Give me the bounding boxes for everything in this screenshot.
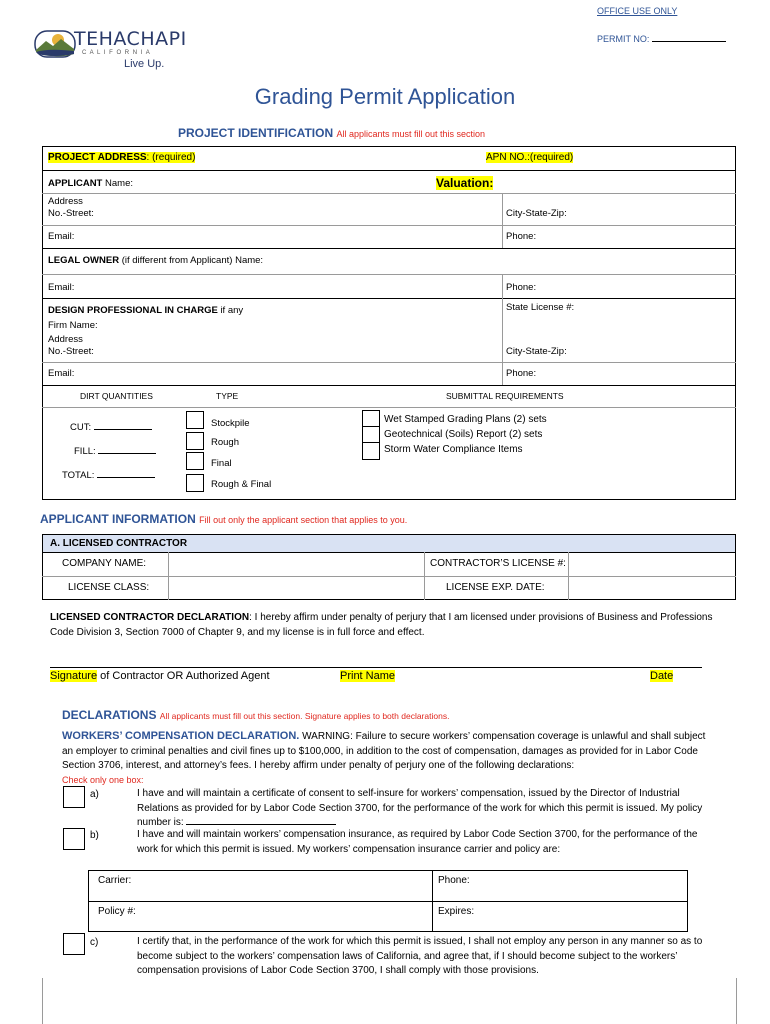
carrier-phone-field[interactable]: Phone: — [438, 875, 470, 886]
section-a-heading: A. LICENSED CONTRACTOR — [50, 538, 188, 549]
expires-field[interactable]: Expires: — [438, 906, 475, 917]
type-stockpile-label: Stockpile — [211, 418, 250, 429]
submittal-storm-label: Storm Water Compliance Items — [384, 444, 523, 455]
contractor-license-input[interactable] — [570, 553, 734, 575]
applicant-information-heading: APPLICANT INFORMATION Fill out only the applicant section that applies to you. — [40, 512, 408, 526]
design-email-field[interactable]: Email: — [48, 368, 75, 379]
applicant-address-label-1: Address — [48, 196, 83, 207]
option-a-checkbox[interactable] — [63, 786, 85, 808]
type-rough-checkbox[interactable] — [186, 432, 204, 450]
cut-field[interactable]: CUT: — [70, 422, 152, 433]
policy-field[interactable]: Policy #: — [98, 906, 136, 917]
option-b-text: I have and will maintain workers’ compensation insurance, as required by Labor Code Section 3700, for the performance of the work for which this permit is issued. My workers’ compensation insurance carrier and policy are: — [137, 829, 698, 855]
option-a-label: a) — [90, 789, 99, 800]
signature-label: Signature of Contractor OR Authorized Agent — [50, 670, 270, 682]
company-name-label: COMPANY NAME: — [62, 558, 147, 569]
signature-line[interactable] — [50, 667, 702, 668]
tehachapi-logo — [34, 28, 204, 78]
type-header: TYPE — [216, 391, 239, 401]
print-name-label: Print Name — [340, 670, 396, 682]
logo-name: TEHACHAPI — [74, 28, 187, 50]
type-rough-final-label: Rough & Final — [211, 479, 272, 490]
contractor-license-label: CONTRACTOR’S LICENSE #: — [430, 558, 566, 569]
submittal-soils-label: Geotechnical (Soils) Report (2) sets — [384, 429, 543, 440]
project-identification-heading: PROJECT IDENTIFICATION All applicants must fill out this section — [178, 126, 486, 140]
option-c-label: c) — [90, 937, 99, 948]
page-title: Grading Permit Application — [254, 84, 516, 109]
option-a-text: I have and will maintain a certificate of consent to self-insure for workers’ compensation, issued by the Director of Industrial Relations as provided for by Labor Code Section 3700, for the performance of the work for which this permit is issued. My policy number is: — [137, 788, 703, 828]
submittal-header: SUBMITTAL REQUIREMENTS — [446, 391, 564, 401]
owner-email-field[interactable]: Email: — [48, 282, 75, 293]
license-class-label: LICENSE CLASS: — [68, 582, 150, 593]
contractor-declaration: LICENSED CONTRACTOR DECLARATION: I hereby affirm under penalty of perjury that I am licensed under provisions of Business and Professions Code Division 3, Section 7000 of Chapter 9, and my license is in full force and effect. — [50, 612, 713, 638]
date-label: Date — [650, 670, 674, 682]
owner-name-field[interactable]: LEGAL OWNER (if different from Applicant) Name: — [48, 255, 264, 266]
applicant-csz-field[interactable]: City-State-Zip: — [506, 208, 567, 219]
license-exp-input[interactable] — [570, 577, 734, 599]
option-c-text: I certify that, in the performance of the work for which this permit is issued, I shall not employ any person in any manner so as to become subject to the workers’ compensation laws of California, and agree that, if I should become subject to the workers’ compensation provisions of Labor Code Section 3700, I shall comply with those provisions. — [137, 936, 703, 976]
applicant-phone-field[interactable]: Phone: — [506, 231, 537, 242]
check-one-note: Check only one box: — [62, 775, 144, 785]
option-c-checkbox[interactable] — [63, 933, 85, 955]
tehachapi-logo-mountain-icon — [34, 30, 76, 58]
license-class-input[interactable] — [170, 577, 422, 599]
total-field[interactable]: TOTAL: — [62, 470, 155, 481]
applicant-address-field[interactable]: No.-Street: — [48, 208, 94, 219]
state-license-field[interactable]: State License #: — [506, 302, 575, 313]
workers-comp-declaration: WORKERS’ COMPENSATION DECLARATION. WARNING: Failure to secure workers’ compensation coverage is unlawful and shall subject an employer to criminal penalties and civil fines up to $100,000, in addition to the cost of compensation, damages as provided for in Labor Code Section 3706, interest, and attorney’s fees. I hereby affirm under penalty of perjury one of the following declarations: — [62, 730, 706, 771]
declarations-heading: DECLARATIONS All applicants must fill out this section. Signature applies to both declarations. — [62, 708, 450, 722]
type-rough-final-checkbox[interactable] — [186, 474, 204, 492]
apn-field[interactable]: APN NO.:(required) — [486, 152, 574, 163]
option-b-checkbox[interactable] — [63, 828, 85, 850]
policy-number-field[interactable] — [186, 824, 336, 825]
type-rough-label: Rough — [211, 437, 239, 448]
type-final-label: Final — [211, 458, 232, 469]
design-csz-field[interactable]: City-State-Zip: — [506, 346, 567, 357]
design-phone-field[interactable]: Phone: — [506, 368, 537, 379]
design-address-field[interactable]: No.-Street: — [48, 346, 94, 357]
type-final-checkbox[interactable] — [186, 452, 204, 470]
submittal-plans-label: Wet Stamped Grading Plans (2) sets — [384, 414, 547, 425]
fill-field[interactable]: FILL: — [74, 446, 156, 457]
type-stockpile-checkbox[interactable] — [186, 411, 204, 429]
dirt-quantities-header: DIRT QUANTITIES — [80, 391, 153, 401]
project-address-field[interactable]: PROJECT ADDRESS: (required) — [48, 152, 196, 163]
submittal-storm-checkbox[interactable] — [362, 442, 380, 460]
company-name-input[interactable] — [170, 553, 422, 575]
valuation-field[interactable]: Valuation: — [436, 176, 494, 190]
permit-no-field[interactable] — [652, 41, 726, 42]
permit-no-label: PERMIT NO: — [597, 34, 726, 44]
office-use-label: OFFICE USE ONLY — [597, 6, 678, 16]
owner-phone-field[interactable]: Phone: — [506, 282, 537, 293]
applicant-email-field[interactable]: Email: — [48, 231, 75, 242]
license-exp-label: LICENSE EXP. DATE: — [446, 582, 545, 593]
firm-name-field[interactable]: Firm Name: — [48, 320, 98, 331]
applicant-name-field[interactable]: APPLICANT Name: — [48, 178, 133, 189]
design-professional-field[interactable]: DESIGN PROFESSIONAL IN CHARGE if any — [48, 305, 244, 316]
logo-tagline: Live Up. — [124, 58, 165, 70]
logo-state: C A L I F O R N I A — [82, 50, 151, 56]
design-address-label-1: Address — [48, 334, 83, 345]
option-b-label: b) — [90, 830, 99, 841]
carrier-field[interactable]: Carrier: — [98, 875, 132, 886]
